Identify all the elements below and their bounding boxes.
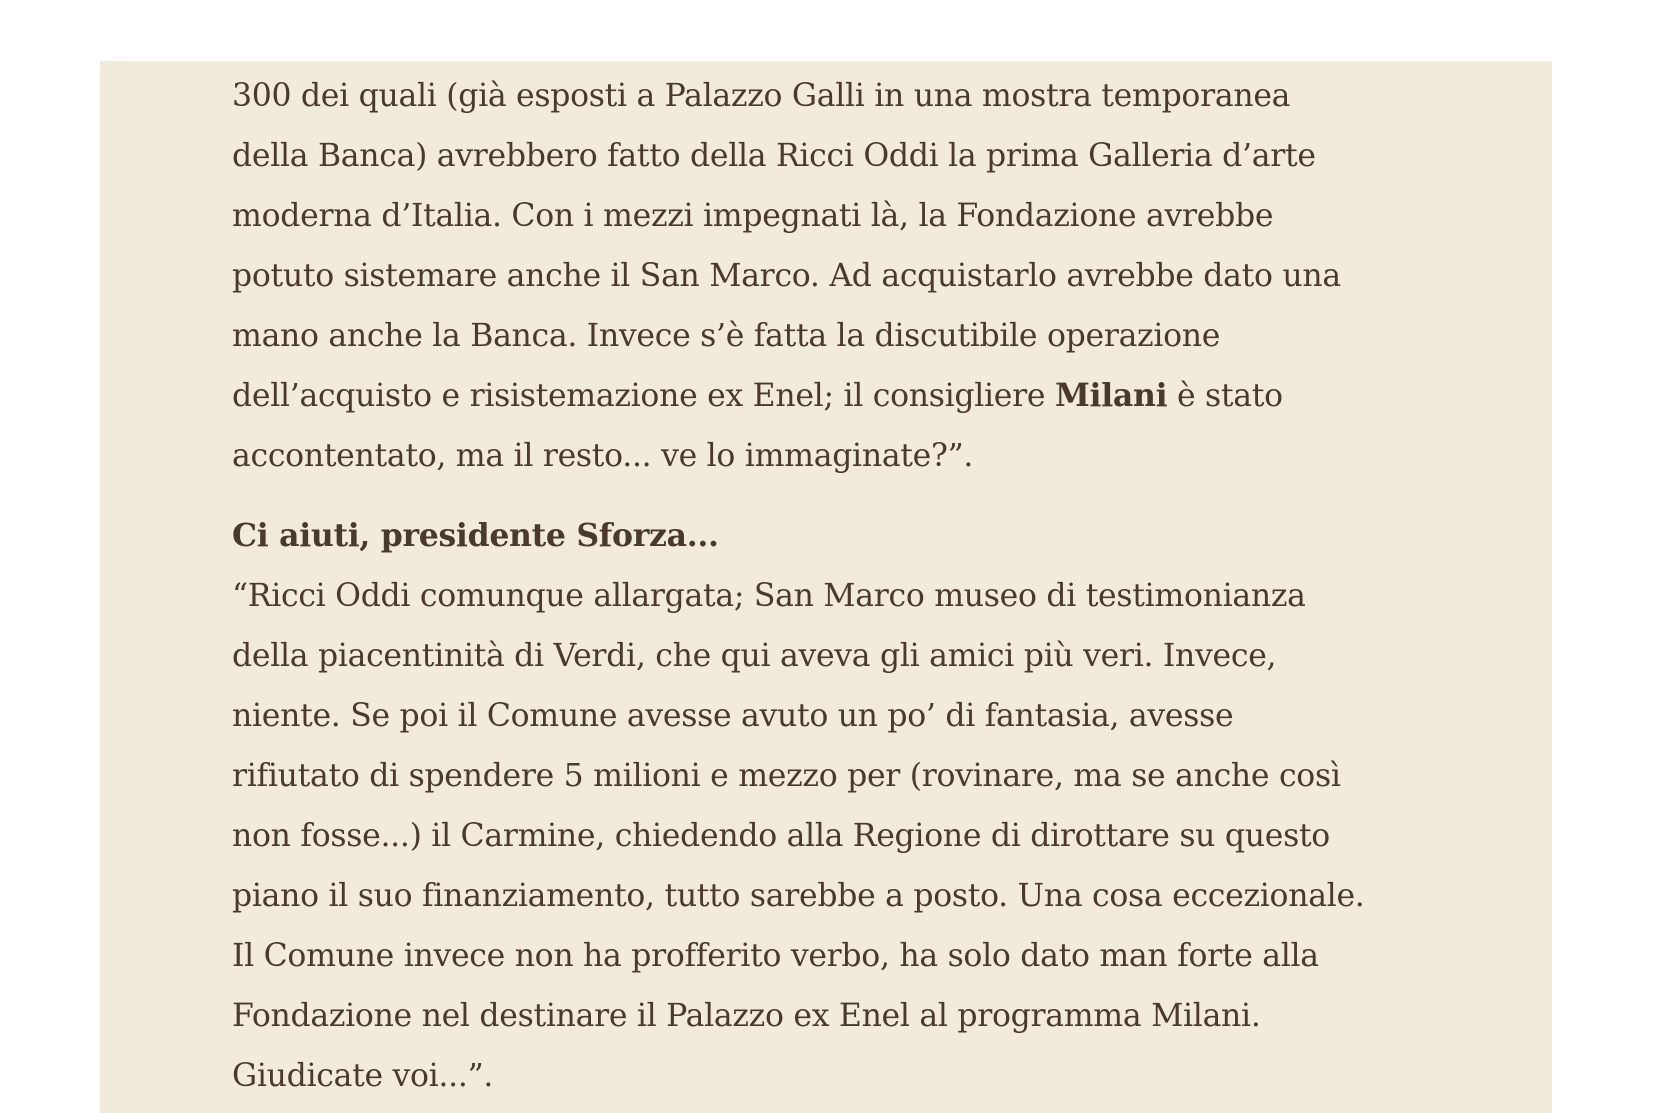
text-line: “Ricci Oddi comunque allargata; San Marco museo di testimonianza xyxy=(232,578,1306,614)
text-line: niente. Se poi il Comune avesse avuto un po’ di fantasia, avesse xyxy=(232,698,1234,734)
bold-name: Milani xyxy=(1054,377,1168,414)
text-line: Fondazione nel destinare il Palazzo ex Enel al programma Milani. xyxy=(232,998,1261,1034)
text-line: mano anche la Banca. Invece s’è fatta la discutibile operazione xyxy=(232,318,1221,354)
text-line: della piacentinità di Verdi, che qui aveva gli amici più veri. Invece, xyxy=(232,638,1277,674)
text-line: della Banca) avrebbero fatto della Ricci Oddi la prima Galleria d’arte xyxy=(232,138,1316,174)
text-line: rifiutato di spendere 5 milioni e mezzo per (rovinare, ma se anche così xyxy=(232,758,1341,794)
text-line: piano il suo finanziamento, tutto sarebbe a posto. Una cosa eccezionale. xyxy=(232,878,1365,914)
text-line: 300 dei quali (già esposti a Palazzo Galli in una mostra temporanea xyxy=(232,78,1291,114)
text-line: potuto sistemare anche il San Marco. Ad acquistarlo avrebbe dato una xyxy=(232,258,1341,294)
text-line: Giudicate voi...”. xyxy=(232,1058,494,1094)
text-segment: è stato xyxy=(1167,378,1283,414)
text-segment: dell’acquisto e risistemazione ex Enel; il consigliere xyxy=(232,378,1055,414)
text-line: non fosse...) il Carmine, chiedendo alla Regione di dirottare su questo xyxy=(232,818,1330,854)
text-line: accontentato, ma il resto... ve lo immaginate?”. xyxy=(232,438,974,474)
text-line: Il Comune invece non ha profferito verbo, ha solo dato man forte alla xyxy=(232,938,1319,974)
section-heading: Ci aiuti, presidente Sforza... xyxy=(232,517,719,554)
text-line: moderna d’Italia. Con i mezzi impegnati là, la Fondazione avrebbe xyxy=(232,198,1274,234)
paragraph-2 xyxy=(232,566,1472,1106)
text-line xyxy=(232,366,1472,426)
paragraph-1 xyxy=(232,66,1472,486)
article-body xyxy=(232,66,1472,1106)
